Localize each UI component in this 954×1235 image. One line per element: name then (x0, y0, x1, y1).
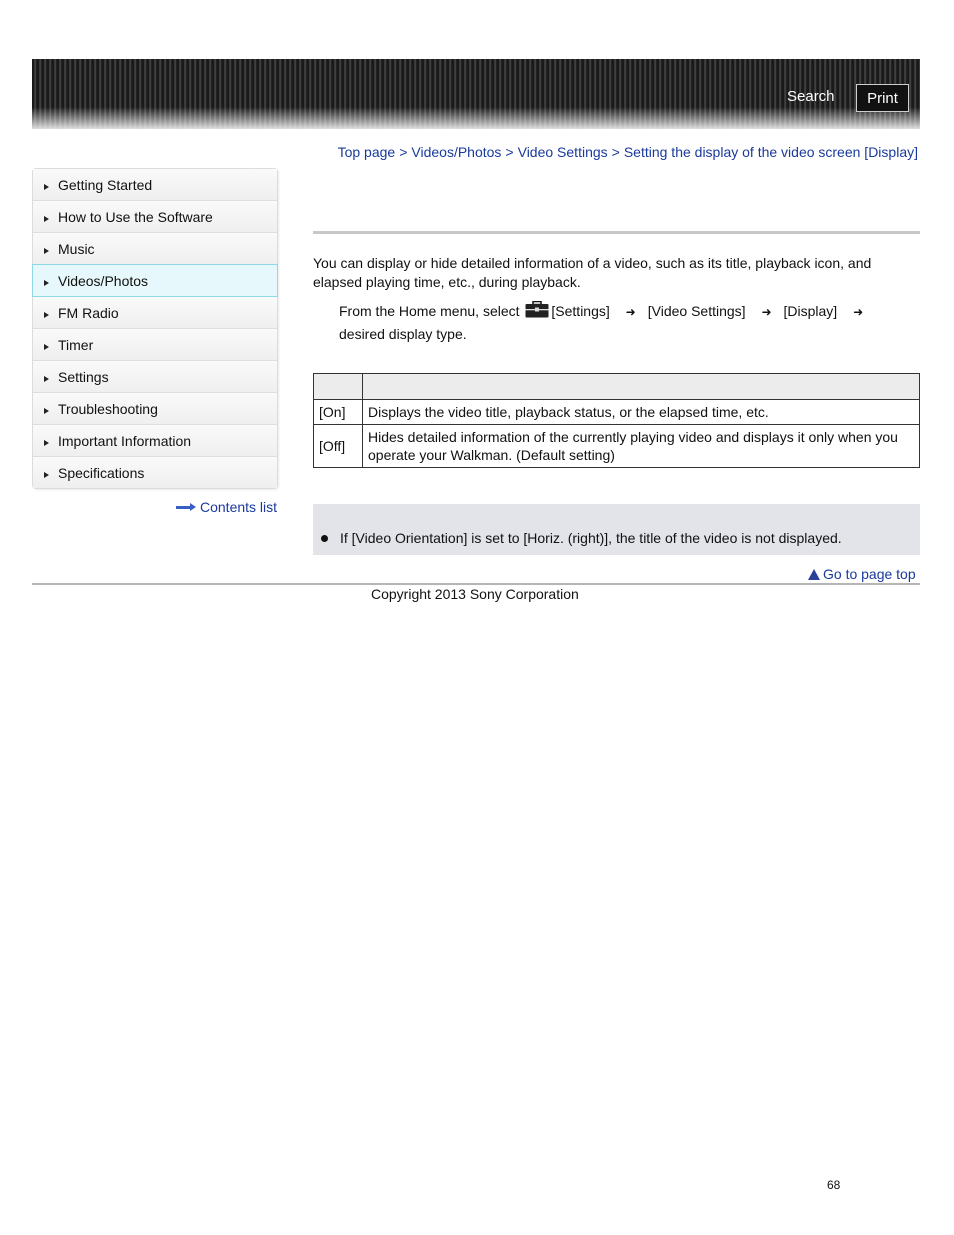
note-text: If [Video Orientation] is set to [Horiz. (right)], the title of the video is not displayed. (340, 530, 842, 546)
copyright-text: Copyright 2013 Sony Corporation (371, 586, 579, 602)
sidebar-item-label: Specifications (58, 464, 145, 481)
sidebar-item-music[interactable] (33, 233, 277, 265)
table-header-row (314, 374, 920, 400)
triangle-right-icon (44, 408, 49, 414)
arrow-right-icon (176, 504, 196, 510)
search-button[interactable]: Search (787, 88, 835, 105)
breadcrumb-separator: > (611, 144, 620, 160)
triangle-right-icon (44, 280, 49, 286)
table-header-cell (363, 374, 920, 400)
triangle-right-icon (44, 216, 49, 222)
sidebar-item-label: Videos/Photos (58, 272, 149, 289)
contents-list-label: Contents list (200, 499, 278, 515)
step-suffix: desired display type. (339, 326, 467, 342)
sidebar-item-label: Music (58, 240, 95, 257)
sidebar-item-label: How to Use the Software (58, 208, 213, 225)
sidebar-item-label: Troubleshooting (58, 400, 158, 417)
table-header-cell (314, 374, 363, 400)
breadcrumb-video-settings[interactable]: Video Settings (517, 144, 608, 160)
print-button[interactable]: Print (856, 84, 909, 112)
triangle-right-icon (44, 312, 49, 318)
table-row (314, 425, 920, 468)
step-prefix: From the Home menu, select (339, 303, 520, 319)
breadcrumb (338, 144, 918, 160)
triangle-right-icon (44, 472, 49, 478)
triangle-right-icon (44, 376, 49, 382)
sidebar-item-label: Important Information (58, 432, 192, 449)
arrow-right-icon: ➜ (625, 305, 636, 319)
sidebar-item-label: Getting Started (58, 176, 153, 193)
breadcrumb-separator: > (399, 144, 408, 160)
triangle-up-icon (808, 569, 820, 580)
sidebar-item-getting-started[interactable] (33, 169, 277, 201)
breadcrumb-videos-photos[interactable]: Videos/Photos (411, 144, 502, 160)
sidebar-item-label: Timer (58, 336, 94, 353)
breadcrumb-top-page[interactable]: Top page (337, 144, 396, 160)
sidebar-item-label: Settings (58, 368, 109, 385)
triangle-right-icon (44, 184, 49, 190)
instruction-step (339, 300, 919, 345)
sidebar-item-specifications[interactable] (33, 457, 277, 488)
sidebar-item-fm-radio[interactable] (33, 297, 277, 329)
go-to-page-top-label: Go to page top (823, 566, 916, 582)
footer-divider (32, 583, 920, 585)
arrow-right-icon: ➜ (761, 305, 772, 319)
table-cell-desc: Displays the video title, playback status, or the elapsed time, etc. (363, 400, 920, 425)
options-table (313, 373, 920, 468)
step-settings: [Settings] (551, 303, 610, 319)
intro-text: You can display or hide detailed information of a video, such as its title, playback icon, and elapsed playing time, etc., during playback. (313, 255, 872, 290)
page-number: 68 (827, 1178, 841, 1192)
sidebar-item-label: FM Radio (58, 304, 119, 321)
step-video-settings: [Video Settings] (647, 303, 746, 319)
breadcrumb-current-page[interactable]: Setting the display of the video screen [Display] (623, 144, 918, 160)
sidebar-item-settings[interactable] (33, 361, 277, 393)
title-divider (313, 231, 920, 234)
table-row (314, 400, 920, 425)
sidebar-item-videos-photos[interactable] (32, 264, 278, 297)
triangle-right-icon (44, 344, 49, 350)
step-display: [Display] (783, 303, 838, 319)
table-cell-desc: Hides detailed information of the currently playing video and displays it only when you operate your Walkman. (Default setting) (363, 425, 920, 468)
contents-list-link[interactable] (176, 499, 277, 515)
toolbox-icon (525, 301, 549, 318)
triangle-right-icon (44, 248, 49, 254)
table-cell-key: [Off] (314, 425, 363, 468)
sidebar-item-troubleshooting[interactable] (33, 393, 277, 425)
triangle-right-icon (44, 440, 49, 446)
table-cell-key: [On] (314, 400, 363, 425)
sidebar-item-important-information[interactable] (33, 425, 277, 457)
sidebar-item-how-to-use-software[interactable] (33, 201, 277, 233)
sidebar-nav (32, 168, 278, 489)
sidebar-item-timer[interactable] (33, 329, 277, 361)
bullet-icon (321, 535, 328, 542)
arrow-right-icon: ➜ (853, 305, 864, 319)
go-to-page-top-link[interactable] (808, 566, 916, 582)
breadcrumb-separator: > (505, 144, 514, 160)
